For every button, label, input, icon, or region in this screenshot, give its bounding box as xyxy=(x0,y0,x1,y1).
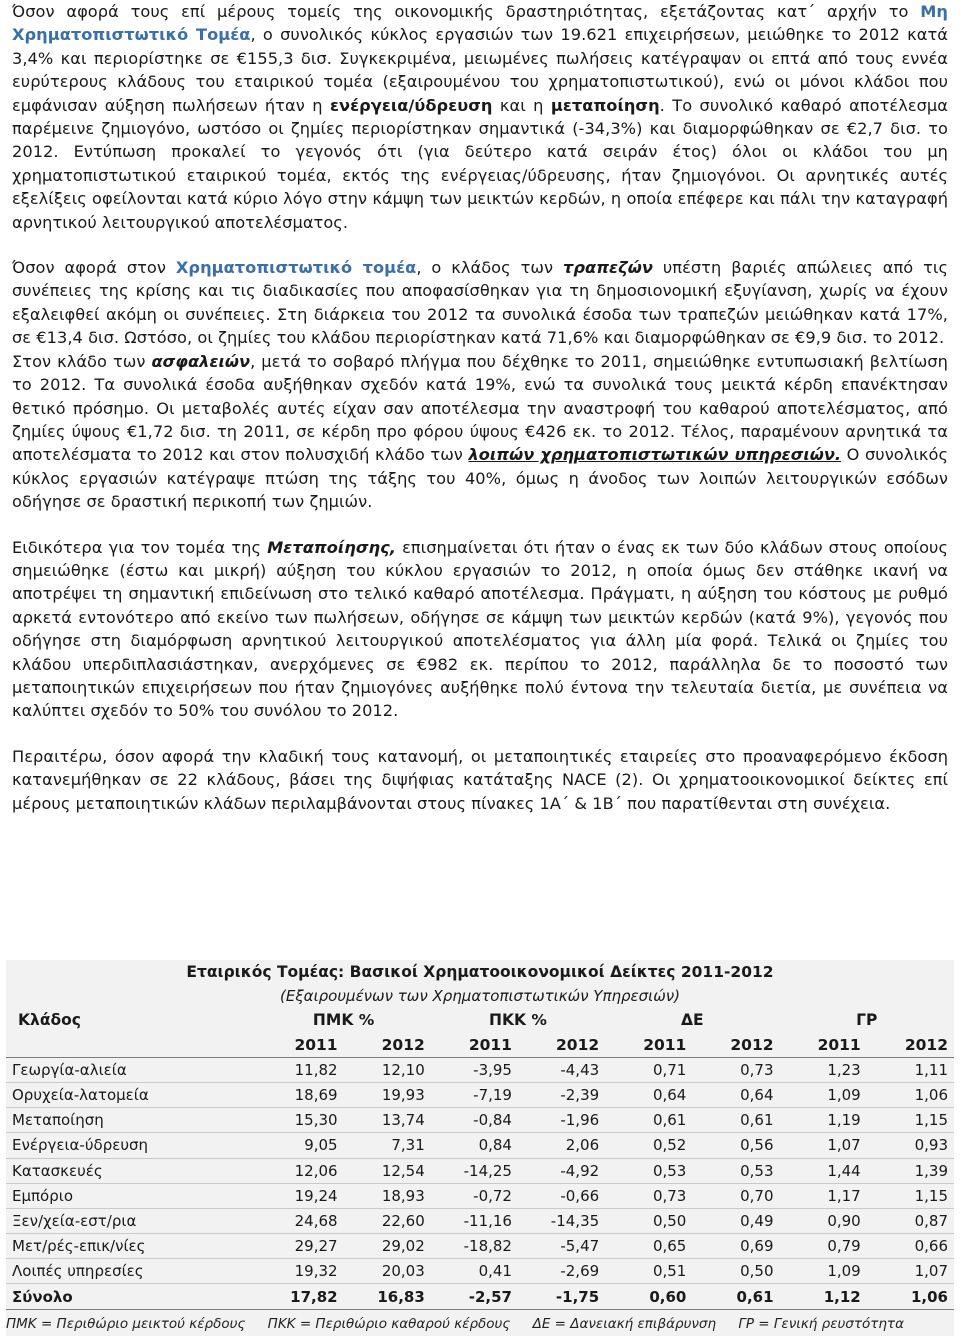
table-cell: 0,69 xyxy=(692,1234,779,1259)
branch-label: Εμπόριο xyxy=(6,1183,256,1208)
table-cell: 1,11 xyxy=(867,1057,954,1082)
footnote-pkk: ΠΚΚ = Περιθώριο καθαρού κέρδους xyxy=(267,1316,511,1332)
text-run: , μετά το σοβαρό πλήγμα που δέχθηκε το 2011, σημειώθηκε εντυπωσιακή βελτίωση το 2012. Τα συνολικά έσοδα αυξήθηκαν σχεδόν κατά 19%, ενώ τα συνολικά τους μεικτά κέρδη επανέκτησαν θετικό πρόσημο. Οι μεταβολές αυτές είχαν σαν αποτέλεσμα την αναστροφή του καθαρού αποτελέσματος, από ζημίες ύψους €1,72 δισ. τη 2011, σε κέρδη προ φόρου ύψους €426 εκ. το 2012. Τέλος, παραμένουν αρνητικά τα αποτελέσματα το 2012 και στον πολυσχιδή κλάδο των xyxy=(12,351,948,465)
total-cell: 17,82 xyxy=(256,1284,343,1309)
footnote-gr: ΓΡ = Γενική ρευστότητα xyxy=(738,1316,904,1332)
table-cell: 1,07 xyxy=(780,1133,867,1158)
table-cell: 1,39 xyxy=(867,1158,954,1183)
branch-label: Γεωργία-αλιεία xyxy=(6,1057,256,1082)
table-title-row xyxy=(6,960,954,984)
total-cell: 1,06 xyxy=(867,1284,954,1309)
paragraph-insurance xyxy=(12,350,948,514)
table-cell: 15,30 xyxy=(256,1108,343,1133)
financial-indicators-table-box xyxy=(6,960,954,1336)
branch-header: Κλάδος xyxy=(18,1011,81,1030)
table-row xyxy=(6,1158,954,1183)
table-row xyxy=(6,1183,954,1208)
total-cell: 0,60 xyxy=(605,1284,692,1309)
table-cell: 0,65 xyxy=(605,1234,692,1259)
footnote-de: ΔΕ = Δανειακή επιβάρυνση xyxy=(532,1316,717,1332)
table-cell: 0,93 xyxy=(867,1133,954,1158)
year-header: 2011 xyxy=(780,1033,867,1058)
table-cell: 0,73 xyxy=(692,1057,779,1082)
emphasis-text: ασφαλειών xyxy=(151,351,251,371)
table-cell: 0,73 xyxy=(605,1183,692,1208)
footnote-pmk: ΠΜΚ = Περιθώριο μεικτού κέρδους xyxy=(6,1316,246,1332)
table-cell: 0,90 xyxy=(780,1208,867,1233)
emphasis-text: μεταποίηση xyxy=(550,95,660,115)
year-header: 2012 xyxy=(518,1033,605,1058)
text-run: Ειδικότερα για τον τομέα της xyxy=(12,537,268,557)
table-cell: 1,09 xyxy=(780,1082,867,1107)
total-cell: -2,57 xyxy=(431,1284,518,1309)
table-cell: 22,60 xyxy=(344,1208,431,1233)
table-cell: 0,64 xyxy=(692,1082,779,1107)
table-cell: 1,09 xyxy=(780,1259,867,1284)
table-cell: 13,74 xyxy=(344,1108,431,1133)
branch-label: Κατασκευές xyxy=(6,1158,256,1183)
paragraph-sector-distribution xyxy=(12,745,948,815)
financial-indicators-table xyxy=(6,960,954,1310)
year-header: 2012 xyxy=(344,1033,431,1058)
table-cell: 1,19 xyxy=(780,1108,867,1133)
year-header: 2012 xyxy=(867,1033,954,1058)
table-cell: 19,24 xyxy=(256,1183,343,1208)
table-cell: -0,84 xyxy=(431,1108,518,1133)
text-run: , ο συνολικός κύκλος εργασιών των 19.621 επιχειρήσεων, μειώθηκε το 2012 κατά 3,4% και περιορίστηκε σε €155,3 δισ. Συγκεκριμένα, μειωμένες πωλήσεις κατέγραψαν οι επτά από τους εννέα ευρύτερους κλάδους του εταιρικού τομέα (εξαιρουμένου του χρηματοπιστωτικού), ενώ οι μόνοι κλάδοι που εμφάνισαν αύξηση πωλήσεων ήταν η xyxy=(12,25,948,115)
text-run: επισημαίνεται ότι ήταν ο ένας εκ των δύο κλάδων στους οποίους σημειώθηκε (έστω και μικρή) αύξηση του κύκλου εργασιών το 2012, η οποία όμως δεν στάθηκε ικανή να αποτρέψει τη σημαντική επιδείνωση στο τελικό καθαρό αποτέλεσμα. Πράγματι, η αύξηση του κόστους με ρυθμό αρκετά εντονότερο από εκείνο των πωλήσεων, οδήγησε σε κάμψη των μεικτών κερδών (κατά 9%), γεγονός που οδήγησε στη διαμόρφωση αρνητικού λειτουργικού αποτελέσματος για άλλη μία φορά. Τελικά οι ζημίες του κλάδου υπερδιπλασιάστηκαν, ανερχόμενες σε €982 εκ. περίπου το 2012, παράλληλα δε το ποσοστό των μεταποιητικών επιχειρήσεων που ήταν ζημιογόνες αυξήθηκε πολύ έντονα την τελευταία διετία, με συνέπεια να καλύπτει σχεδόν το 50% του συνόλου το 2012. xyxy=(12,537,948,721)
table-cell: 0,79 xyxy=(780,1234,867,1259)
table-subtitle-row xyxy=(6,984,954,1008)
table-cell: 1,15 xyxy=(867,1108,954,1133)
emphasis-text: Μη Χρηματοπιστωτικό Τομέα xyxy=(12,2,948,45)
table-cell: 12,10 xyxy=(344,1057,431,1082)
table-total-row xyxy=(6,1284,954,1309)
branch-label: Ορυχεία-λατομεία xyxy=(6,1082,256,1107)
table-cell: 0,70 xyxy=(692,1183,779,1208)
text-run: Όσον αφορά στον xyxy=(12,258,176,278)
table-cell: 1,15 xyxy=(867,1183,954,1208)
branch-label: Λοιπές υπηρεσίες xyxy=(6,1259,256,1284)
table-cell: 0,87 xyxy=(867,1208,954,1233)
table-years-row xyxy=(6,1033,954,1058)
table-cell: 1,17 xyxy=(780,1183,867,1208)
table-cell: 0,61 xyxy=(692,1108,779,1133)
table-cell: 9,05 xyxy=(256,1133,343,1158)
branch-label: Μετ/ρές-επικ/νίες xyxy=(6,1234,256,1259)
table-cell: -0,66 xyxy=(518,1183,605,1208)
table-row xyxy=(6,1259,954,1284)
table-subtitle: (Εξαιρουμένων των Χρηματοπιστωτικών Υπηρεσιών) xyxy=(279,987,681,1006)
years-row-spacer xyxy=(6,1033,256,1058)
table-cell: 20,03 xyxy=(344,1259,431,1284)
year-header: 2011 xyxy=(605,1033,692,1058)
total-cell: 0,61 xyxy=(692,1284,779,1309)
table-cell: 18,93 xyxy=(344,1183,431,1208)
text-run: Όσον αφορά τους επί μέρους τομείς της οικονομικής δραστηριότητας, εξετάζοντας κατ΄ αρχήν το xyxy=(12,2,921,21)
table-row xyxy=(6,1234,954,1259)
table-cell: -2,39 xyxy=(518,1082,605,1107)
table-row xyxy=(6,1208,954,1233)
emphasis-text: ενέργεια/ύδρευση xyxy=(329,95,493,115)
total-cell: 16,83 xyxy=(344,1284,431,1309)
table-cell: 29,27 xyxy=(256,1234,343,1259)
table-cell: 12,06 xyxy=(256,1158,343,1183)
table-cell: -18,82 xyxy=(431,1234,518,1259)
table-cell: 1,06 xyxy=(867,1082,954,1107)
table-cell: 29,02 xyxy=(344,1234,431,1259)
branch-label: Μεταποίηση xyxy=(6,1108,256,1133)
text-run: υπέστη βαριές απώλειες από τις συνέπειες της κρίσης και τις διαδικασίες που αποφασίσθηκαν για τη δημοσιονομική εξυγίανση, χωρίς να έχουν εξαλειφθεί ακόμη οι συνέπειες. Στη διάρκεια του 2012 τα συνολικά έσοδα των τραπεζών μειώθηκαν κατά 17%, σε €13,4 δισ. Ωστόσο, οι ζημίες του κλάδου περιορίστηκαν κατά 71,6% και διαμορφώθηκαν σε €9,9 δισ. το 2012. xyxy=(12,258,949,348)
table-cell: 0,51 xyxy=(605,1259,692,1284)
table-row xyxy=(6,1108,954,1133)
table-cell: 19,32 xyxy=(256,1259,343,1284)
table-cell: 2,06 xyxy=(518,1133,605,1158)
table-cell: 1,44 xyxy=(780,1158,867,1183)
table-cell: 1,23 xyxy=(780,1057,867,1082)
table-cell: 0,50 xyxy=(605,1208,692,1233)
table-row xyxy=(6,1057,954,1082)
table-row xyxy=(6,1082,954,1107)
emphasis-text: Χρηματοπιστωτικό τομέα xyxy=(175,258,417,278)
branch-label: Ενέργεια-ύδρευση xyxy=(6,1133,256,1158)
table-group-header-row xyxy=(6,1008,954,1032)
table-cell: -4,43 xyxy=(518,1057,605,1082)
table-cell: -3,95 xyxy=(431,1057,518,1082)
text-run: και η xyxy=(492,95,551,115)
group-header-gr: ΓΡ xyxy=(856,1011,878,1030)
table-cell: 0,53 xyxy=(605,1158,692,1183)
text-run: Περαιτέρω, όσον αφορά την κλαδική τους κατανομή, οι μεταποιητικές εταιρείες στο προαναφερόμενο έκδοση κατανεμήθηκαν σε 22 κλάδους, βάσει της διψήφιας κατάταξης NACE (2). Οι χρηματοοικονομικοί δείκτες επί μέρους μεταποιητικών κλάδων περιλαμβάνονται στους πίνακες 1Α΄ & 1Β΄ που παρατίθενται στη συνέχεια. xyxy=(12,746,948,813)
table-cell: 19,93 xyxy=(344,1082,431,1107)
year-header: 2012 xyxy=(692,1033,779,1058)
table-cell: -11,16 xyxy=(431,1208,518,1233)
table-cell: 0,84 xyxy=(431,1133,518,1158)
table-cell: 0,64 xyxy=(605,1082,692,1107)
table-cell: -14,25 xyxy=(431,1158,518,1183)
total-cell: 1,12 xyxy=(780,1284,867,1309)
table-footnote xyxy=(6,1316,954,1332)
table-cell: 1,07 xyxy=(867,1259,954,1284)
table-cell: 0,50 xyxy=(692,1259,779,1284)
branch-label: Ξεν/χεία-εστ/ρια xyxy=(6,1208,256,1233)
table-cell: 0,53 xyxy=(692,1158,779,1183)
table-cell: 18,69 xyxy=(256,1082,343,1107)
table-cell: 24,68 xyxy=(256,1208,343,1233)
table-cell: 0,52 xyxy=(605,1133,692,1158)
table-cell: 0,49 xyxy=(692,1208,779,1233)
table-cell: -1,96 xyxy=(518,1108,605,1133)
table-cell: 0,66 xyxy=(867,1234,954,1259)
total-cell: -1,75 xyxy=(518,1284,605,1309)
table-cell: 11,82 xyxy=(256,1057,343,1082)
emphasis-text: λοιπών χρηματοπιστωτικών υπηρεσιών. xyxy=(468,445,842,465)
table-row xyxy=(6,1133,954,1158)
text-run: Ο συνολικός κύκλος εργασιών κατέγραψε πτώση της τάξης του 40%, όμως η άνοδος των λοιπών λειτουργικών εσόδων οδήγησε σε δραστική περικοπή των ζημιών. xyxy=(12,445,949,512)
table-body xyxy=(6,1057,954,1284)
table-title: Εταιρικός Τομέας: Βασικοί Χρηματοοικονομικοί Δείκτες 2011-2012 xyxy=(186,963,774,982)
group-header-de: ΔΕ xyxy=(681,1011,704,1030)
group-header-pkk: ΠΚΚ % xyxy=(489,1011,547,1030)
table-cell: 12,54 xyxy=(344,1158,431,1183)
table-cell: -2,69 xyxy=(518,1259,605,1284)
text-run: . Το συνολικό καθαρό αποτέλεσμα παρέμεινε ζημιογόνο, ωστόσο οι ζημίες περιορίστηκαν σημαντικά (-34,3%) και διαμορφώθηκαν σε €2,7 δισ. το 2012. Εντύπωση προκαλεί το γεγονός ότι (για δεύτερο κατά σειράν έτος) όλοι οι κλάδοι του μη χρηματοπιστωτικού εταιρικού τομέα, εκτός της ενέργειας/ύδρευσης, ήταν ζημιογόνοι. Οι αρνητικές αυτές εξελίξεις οφείλονται κατά κύριο λόγο στην κάμψη των μεικτών κερδών, η οποία επέφερε και πάλι την καταγραφή αρνητικού λειτουργικού αποτελέσματος. xyxy=(12,95,949,232)
text-run: , ο κλάδος των xyxy=(416,258,564,278)
table-cell: 0,61 xyxy=(605,1108,692,1133)
paragraph-non-financial-sector xyxy=(12,0,948,234)
table-cell: 0,71 xyxy=(605,1057,692,1082)
table-cell: -7,19 xyxy=(431,1082,518,1107)
table-cell: -14,35 xyxy=(518,1208,605,1233)
text-run: Στον κλάδο των xyxy=(12,351,152,371)
table-cell: 7,31 xyxy=(344,1133,431,1158)
year-header: 2011 xyxy=(256,1033,343,1058)
year-header: 2011 xyxy=(431,1033,518,1058)
table-cell: 0,41 xyxy=(431,1259,518,1284)
table-cell: -5,47 xyxy=(518,1234,605,1259)
emphasis-text: Μεταποίησης, xyxy=(267,537,396,557)
paragraph-financial-sector-banks xyxy=(12,256,948,350)
table-cell: 0,56 xyxy=(692,1133,779,1158)
paragraph-manufacturing xyxy=(12,536,948,723)
emphasis-text: τραπεζών xyxy=(563,258,653,278)
total-label: Σύνολο xyxy=(6,1284,256,1309)
table-cell: -4,92 xyxy=(518,1158,605,1183)
group-header-pmk: ΠΜΚ % xyxy=(312,1011,375,1030)
table-cell: -0,72 xyxy=(431,1183,518,1208)
